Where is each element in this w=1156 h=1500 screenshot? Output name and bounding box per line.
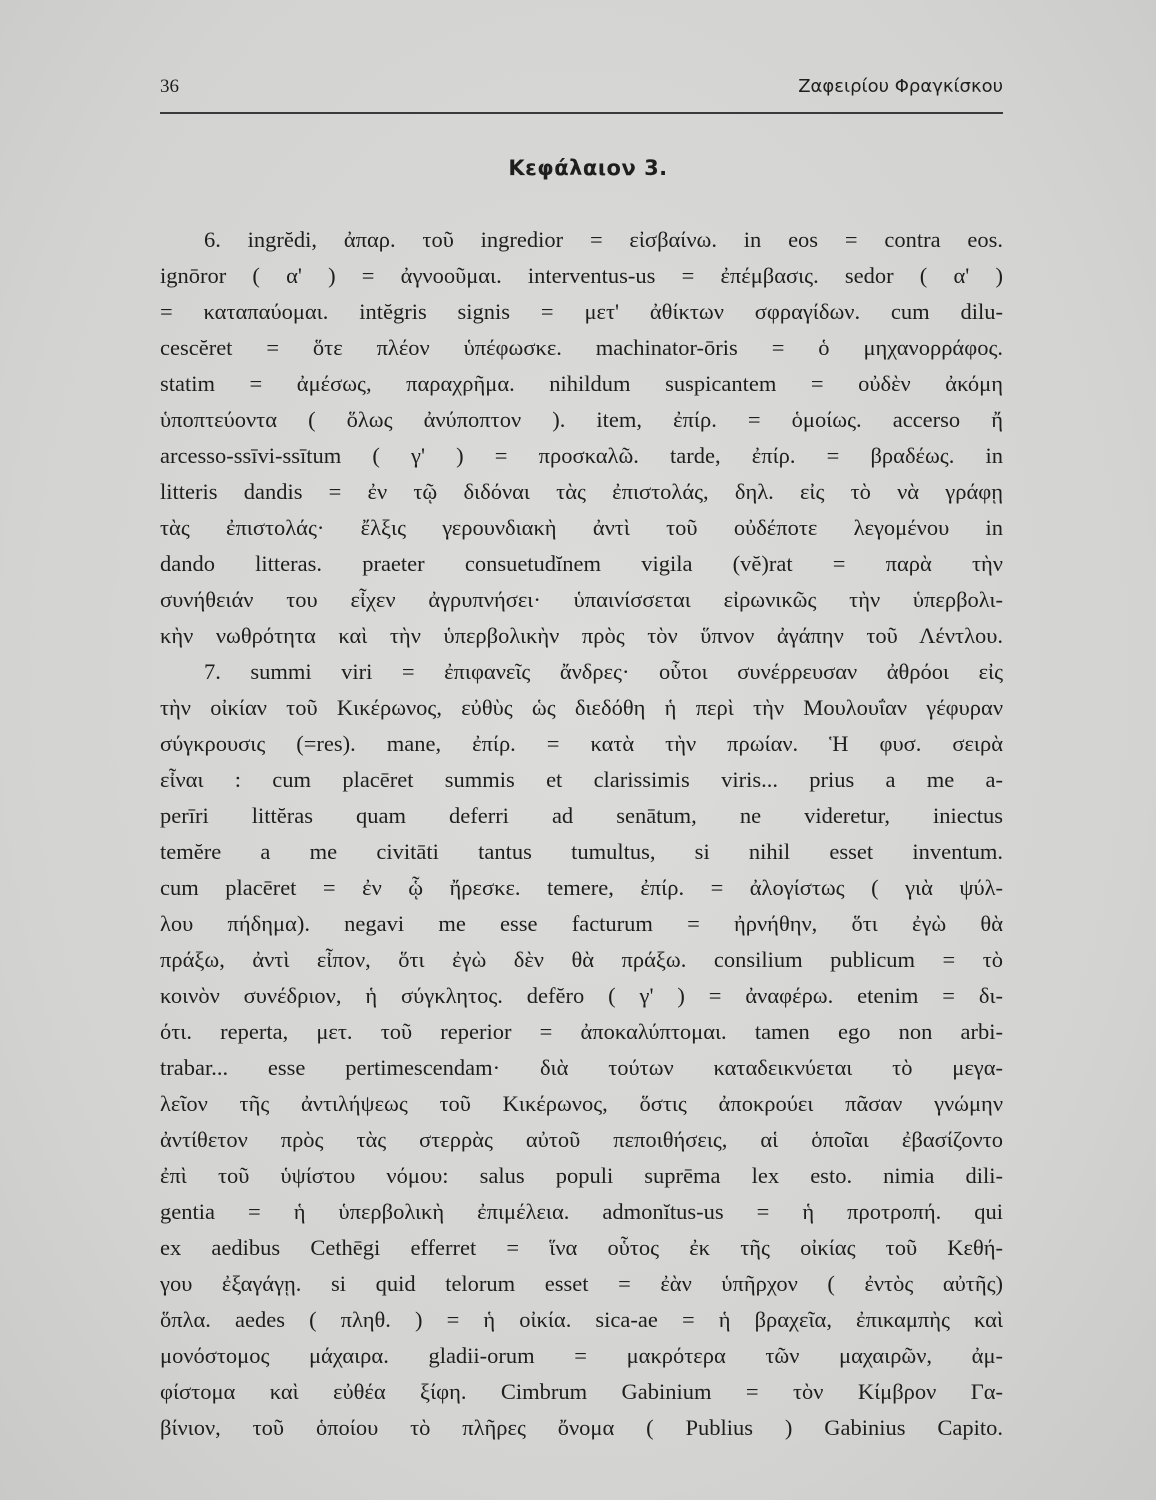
text-line: 6. ingrĕdi, ἀπαρ. τοῦ ingredior = εἰσβαίνω. in eos = contra eos. <box>204 227 1003 252</box>
text-line: συνήθειάν του εἶχεν ἀγρυπνήσει· ὑπαινίσσεται εἰρωνικῶς τὴν ὑπερβολι- <box>160 587 1003 612</box>
text-line: πράξω, ἀντὶ εἶπον, ὅτι ἐγὼ δὲν θὰ πράξω. consilium publicum = τὸ <box>160 947 1003 972</box>
text-line: temĕre a me civitāti tantus tumultus, si nihil esset inventum. <box>160 839 1003 864</box>
text-line: τὴν οἰκίαν τοῦ Κικέρωνος, εὐθὺς ὡς διεδόθη ἡ περὶ τὴν Μουλουΐαν γέφυραν <box>160 695 1003 720</box>
text-line: λου πήδημα). negavi me esse facturum = ἠρνήθην, ὅτι ἐγὼ θὰ <box>160 911 1003 936</box>
text-line: τὰς ἐπιστολάς· ἔλξις γερουνδιακὴ ἀντὶ τοῦ οὐδέποτε λεγομένου in <box>160 515 1003 540</box>
text-line: κοινὸν συνέδριον, ἡ σύγκλητος. defĕro ( γ' ) = ἀναφέρω. etenim = δι- <box>160 983 1003 1008</box>
text-line: κὴν νωθρότητα καὶ τὴν ὑπερβολικὴν πρὸς τὸν ὕπνον ἀγάπην τοῦ Λέντλου. <box>160 623 1003 648</box>
running-head <box>160 76 1003 106</box>
text-line: trabar... esse pertimescendam· διὰ τούτων καταδεικνύεται τὸ μεγα- <box>160 1055 1003 1080</box>
text-line: statim = ἀμέσως, παραχρῆμα. nihildum suspicantem = οὐδὲν ἀκόμη <box>160 371 1003 396</box>
text-line: εἶναι : cum placēret summis et clarissimis viris... prius a me a- <box>160 767 1003 792</box>
text-line: ἐπὶ τοῦ ὑψίστου νόμου: salus populi suprēma lex esto. nimia dili- <box>160 1163 1003 1188</box>
text-line: perīri littĕras quam deferri ad senātum, ne videretur, iniectus <box>160 803 1003 828</box>
chapter-title: Κεφάλαιον 3. <box>508 156 668 180</box>
text-line: = καταπαύομαι. intĕgris signis = μετ' ἀθίκτων σφραγίδων. cum dilu- <box>160 299 1003 324</box>
text-line: λεῖον τῆς ἀντιλήψεως τοῦ Κικέρωνος, ὅστις ἀποκρούει πᾶσαν γνώμην <box>160 1091 1003 1116</box>
header-rule <box>160 112 1003 114</box>
text-line: gentia = ἡ ὑπερβολικὴ ἐπιμέλεια. admonĭtus-us = ἡ προτροπή. qui <box>160 1199 1003 1224</box>
text-line: cum placēret = ἐν ᾧ ἤρεσκε. temere, ἐπίρ. = ἀλογίστως ( γιὰ ψύλ- <box>160 875 1003 900</box>
text-line: 7. summi viri = ἐπιφανεῖς ἄνδρες· οὗτοι συνέρρευσαν ἀθρόοι εἰς <box>204 659 1003 684</box>
text-line: φίστομα καὶ εὐθέα ξίφη. Cimbrum Gabinium = τὸν Κίμβρον Γα- <box>160 1379 1003 1404</box>
text-line: ἀντίθετον πρὸς τὰς στερρὰς αὐτοῦ πεποιθήσεις, αἱ ὁποῖαι ἐβασίζοντο <box>160 1127 1003 1152</box>
text-line: ὑποπτεύοντα ( ὅλως ἀνύποπτον ). item, ἐπίρ. = ὁμοίως. accerso ἤ <box>160 407 1003 432</box>
text-line: litteris dandis = ἐν τῷ διδόναι τὰς ἐπιστολάς, δηλ. εἰς τὸ νὰ γράφῃ <box>160 479 1003 504</box>
text-line: μονόστομος μάχαιρα. gladii-orum = μακρότερα τῶν μαχαιρῶν, ἀμ- <box>160 1343 1003 1368</box>
running-title: Ζαφειρίου Φραγκίσκου <box>798 76 1003 97</box>
body-text <box>160 222 1003 1446</box>
text-line: ὅπλα. aedes ( πληθ. ) = ἡ οἰκία. sica-ae = ἡ βραχεῖα, ἐπικαμπὴς καὶ <box>160 1307 1003 1332</box>
page-number: 36 <box>160 76 179 97</box>
text-line: ex aedibus Cethēgi efferret = ἵνα οὗτος ἐκ τῆς οἰκίας τοῦ Κεθή- <box>160 1235 1003 1260</box>
text-line: ότι. reperta, μετ. τοῦ reperior = ἀποκαλύπτομαι. tamen ego non arbi- <box>160 1019 1003 1044</box>
text-line: σύγκρουσις (=res). mane, ἐπίρ. = κατὰ τὴν πρωίαν. Ἡ φυσ. σειρὰ <box>160 731 1003 756</box>
text-line: βίνιον, τοῦ ὁποίου τὸ πλῆρες ὄνομα ( Publius ) Gabinius Capito. <box>160 1415 1003 1440</box>
text-line: arcesso-ssīvi-ssītum ( γ' ) = προσκαλῶ. tarde, ἐπίρ. = βραδέως. in <box>160 443 1003 468</box>
text-line: dando litteras. praeter consuetudĭnem vigila (vĕ)rat = παρὰ τὴν <box>160 551 1003 576</box>
text-line: cescĕret = ὅτε πλέον ὑπέφωσκε. machinator-ōris = ὁ μηχανορράφος. <box>160 335 1003 360</box>
text-line: γου ἐξαγάγῃ. si quid telorum esset = ἐὰν ὑπῆρχον ( ἐντὸς αὐτῆς) <box>160 1271 1003 1296</box>
text-line: ignōror ( α' ) = ἀγνοοῦμαι. interventus-us = ἐπέμβασις. sedor ( α' ) <box>160 263 1003 288</box>
